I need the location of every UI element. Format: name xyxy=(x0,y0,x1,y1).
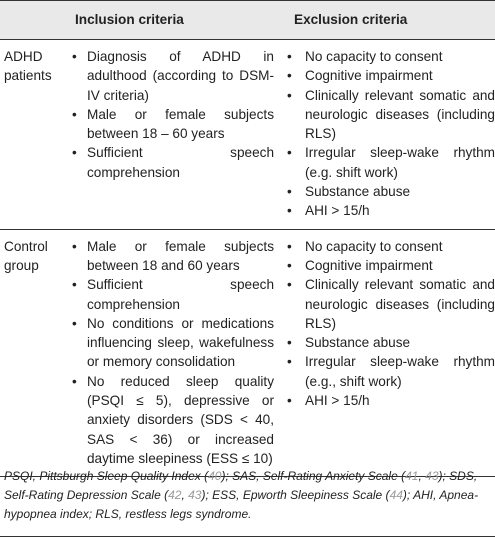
criterion-text: AHI > 15/h xyxy=(305,203,370,219)
bullet-icon: • xyxy=(287,184,292,200)
list-item xyxy=(280,182,495,201)
group-label: ADHD patients xyxy=(0,40,62,230)
exclusion-cell xyxy=(280,229,495,477)
criterion-text: AHI > 15/h xyxy=(305,393,370,409)
table-row xyxy=(0,229,495,477)
exclusion-cell xyxy=(280,40,495,230)
reference-number: 40 xyxy=(208,469,222,483)
footnote-text: ); SAS, Self-Rating Anxiety Scale ( xyxy=(221,469,406,483)
bullet-icon: • xyxy=(72,49,77,64)
reference-number: 42 xyxy=(168,488,182,503)
list-item xyxy=(280,47,495,66)
footnote-text: ); AHI, Apnea-hypopnea index; RLS, restless legs syndrome. xyxy=(4,488,479,522)
bullet-icon: • xyxy=(72,373,77,389)
exclusion-list xyxy=(280,237,495,411)
header-inclusion: Inclusion criteria xyxy=(62,1,280,40)
bullet-icon: • xyxy=(287,354,292,370)
inclusion-cell xyxy=(62,229,280,477)
header-row xyxy=(0,1,495,40)
criterion-text: No capacity to consent xyxy=(305,238,443,254)
bullet-icon: • xyxy=(287,145,292,161)
bullet-icon: • xyxy=(287,277,292,293)
table-row xyxy=(0,40,495,230)
footnote-text: , xyxy=(181,488,189,503)
list-item xyxy=(62,275,274,314)
footnote-text: PSQI, Pittsburgh Sleep Quality Index ( xyxy=(4,469,209,483)
reference-number: 44 xyxy=(389,488,403,503)
list-item xyxy=(280,143,495,182)
table-footnote xyxy=(4,467,491,525)
criterion-text: No reduced sleep quality (PSQI ≤ 5), depressive or anxiety disorders (SDS < 40, SAS < 36) or increased daytime sleepiness (ESS ≤ 10) xyxy=(87,373,274,466)
bullet-icon: • xyxy=(287,257,292,273)
list-item xyxy=(280,201,495,220)
criterion-text: Cognitive impairment xyxy=(305,68,433,84)
list-item xyxy=(280,256,495,275)
list-item xyxy=(62,237,274,276)
list-item xyxy=(62,105,274,144)
list-item xyxy=(62,143,274,182)
criterion-text: Sufficient speech comprehension xyxy=(87,277,274,312)
criterion-text: Cognitive impairment xyxy=(305,257,433,273)
criterion-text: No conditions or medications influencing sleep, wakefulness or memory consolidation xyxy=(87,315,274,370)
list-item xyxy=(62,314,274,372)
bullet-icon: • xyxy=(72,277,77,293)
bullet-icon: • xyxy=(72,106,77,122)
bullet-icon: • xyxy=(287,393,292,409)
criterion-text: Irregular sleep-wake rhythm (e.g. shift work) xyxy=(305,145,495,180)
list-item xyxy=(280,352,495,391)
criterion-text: Sufficient speech comprehension xyxy=(87,145,274,180)
list-item xyxy=(280,333,495,352)
list-item xyxy=(62,372,274,468)
exclusion-list xyxy=(280,47,495,221)
reference-number: 43 xyxy=(188,488,202,503)
bullet-icon: • xyxy=(72,315,77,331)
criterion-text: Irregular sleep-wake rhythm (e.g., shift work) xyxy=(305,354,495,389)
bullet-icon: • xyxy=(287,49,292,64)
criterion-text: Male or female subjects between 18 – 60 years xyxy=(87,106,274,142)
list-item xyxy=(280,237,495,256)
inclusion-list xyxy=(62,237,280,469)
bullet-icon: • xyxy=(287,87,292,103)
criterion-text: Substance abuse xyxy=(305,335,411,351)
header-group xyxy=(0,1,62,40)
criterion-text: Diagnosis of ADHD in adulthood (according to DSM-IV criteria) xyxy=(87,49,274,103)
inclusion-cell xyxy=(62,40,280,230)
list-item xyxy=(280,391,495,410)
group-label: Control group xyxy=(0,229,62,477)
criterion-text: No capacity to consent xyxy=(305,49,443,64)
list-item xyxy=(280,86,495,144)
criterion-text: Clinically relevant somatic and neurologic diseases (including RLS) xyxy=(305,277,495,331)
footnote-text: ); ESS, Epworth Sleepiness Scale ( xyxy=(201,488,390,503)
list-item xyxy=(280,66,495,85)
list-item xyxy=(62,47,274,105)
criterion-text: Substance abuse xyxy=(305,184,411,200)
footnote-text: , xyxy=(418,469,426,483)
table-body xyxy=(0,40,495,477)
criterion-text: Male or female subjects between 18 and 60 years xyxy=(87,238,274,273)
list-item xyxy=(280,275,495,333)
bullet-icon: • xyxy=(287,203,292,219)
header-exclusion: Exclusion criteria xyxy=(280,1,495,40)
criterion-text: Clinically relevant somatic and neurologic diseases (including RLS) xyxy=(305,87,495,142)
reference-number: 43 xyxy=(425,469,439,483)
footnote-text: ); SDS, Self-Rating Depression Scale ( xyxy=(4,469,478,503)
bullet-icon: • xyxy=(72,238,77,254)
bullet-icon: • xyxy=(287,238,292,254)
bullet-icon: • xyxy=(287,335,292,351)
inclusion-list xyxy=(62,47,280,182)
reference-number: 41 xyxy=(405,469,419,483)
bullet-icon: • xyxy=(287,68,292,84)
bullet-icon: • xyxy=(72,145,77,161)
